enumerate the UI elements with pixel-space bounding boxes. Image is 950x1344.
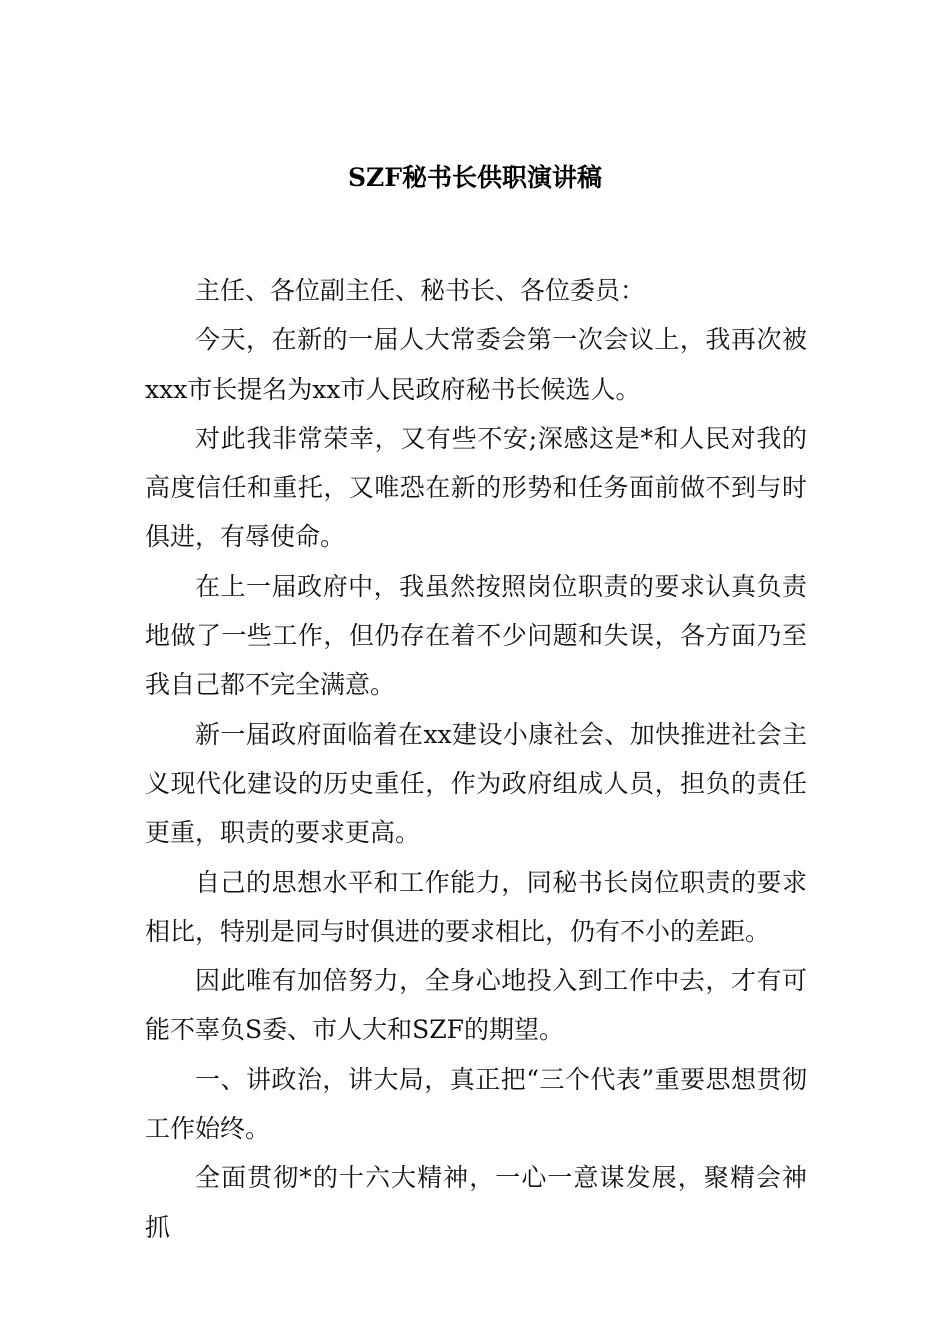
salutation-paragraph: 主任、各位副主任、秘书长、各位委员： — [195, 276, 646, 305]
document-body — [145, 266, 807, 1252]
body-paragraph: 在上一届政府中，我虽然按照岗位职责的要求认真负责地做了一些工作，但仍存在着不少问题和失误，各方面乃至我自己都不完全满意。 — [145, 571, 807, 700]
section-heading-paragraph: 一、讲政治，讲大局，真正把“三个代表”重要思想贯彻工作始终。 — [145, 1064, 807, 1144]
document-title: SZF秘书长供职演讲稿 — [347, 163, 603, 192]
body-paragraph: 全面贯彻*的十六大精神，一心一意谋发展，聚精会神抓 — [145, 1163, 807, 1242]
body-paragraph: 今天，在新的一届人大常委会第一次会议上，我再次被xxx市长提名为xx市人民政府秘书长候选人。 — [145, 325, 807, 404]
body-paragraph: 因此唯有加倍努力，全身心地投入到工作中去，才有可能不辜负S委、市人大和SZF的期望。 — [145, 966, 807, 1045]
body-paragraph: 新一届政府面临着在xx建设小康社会、加快推进社会主义现代化建设的历史重任，作为政府组成人员，担负的责任更重，职责的要求更高。 — [145, 719, 807, 848]
body-paragraph: 自己的思想水平和工作能力，同秘书长岗位职责的要求相比，特别是同与时俱进的要求相比，仍有不小的差距。 — [145, 867, 807, 946]
body-paragraph: 对此我非常荣幸，又有些不安;深感这是*和人民对我的高度信任和重托，又唯恐在新的形势和任务面前做不到与时俱进，有辱使命。 — [145, 423, 807, 552]
